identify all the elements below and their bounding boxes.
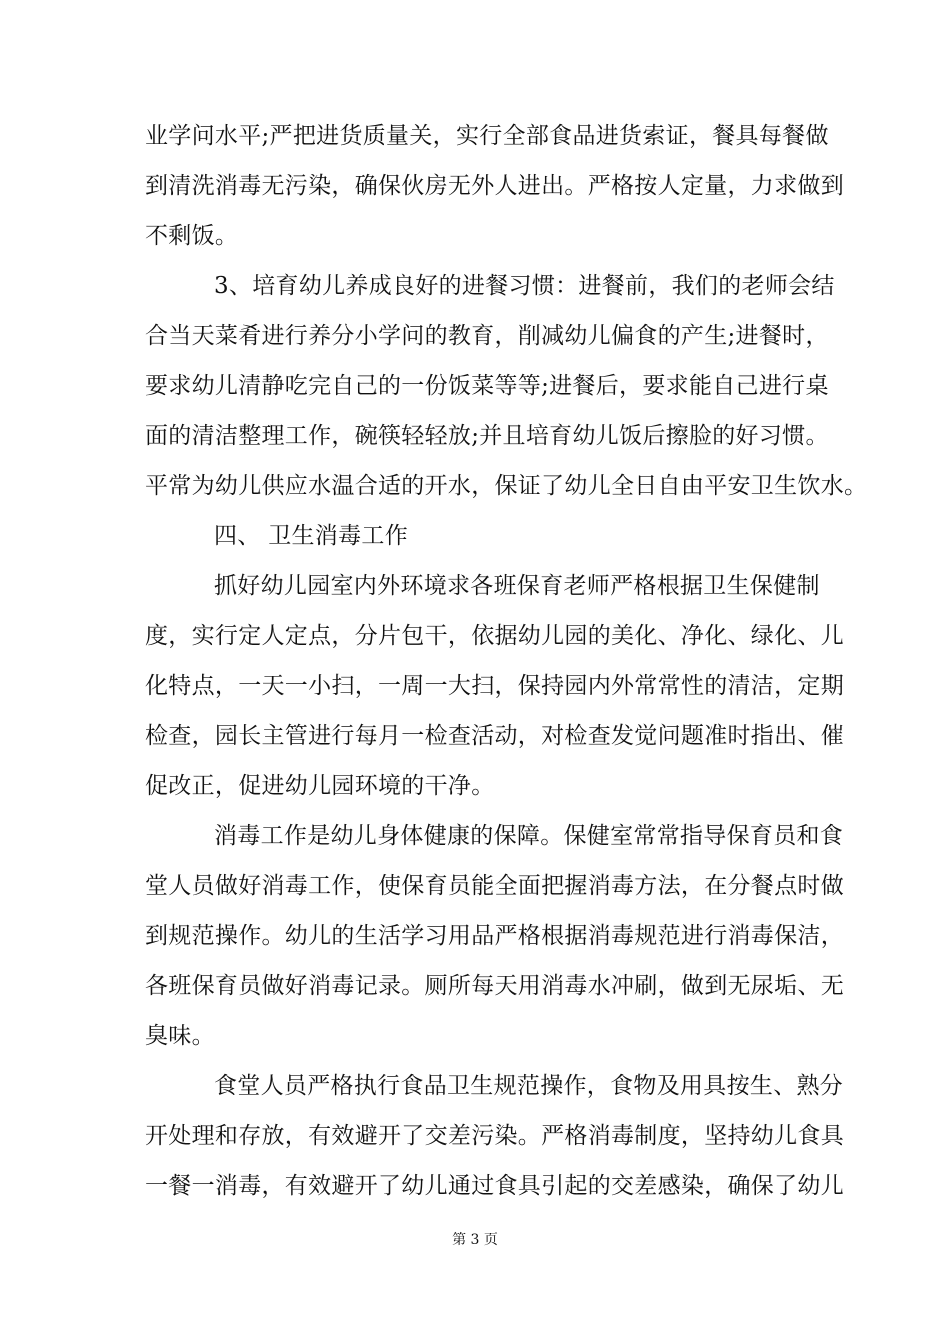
section-heading: 四、 卫生消毒工作 xyxy=(214,523,409,549)
text-line: 堂人员做好消毒工作，使保育员能全面把握消毒方法，在分餐点时做 xyxy=(145,873,844,899)
text-line: 度，实行定人定点，分片包干，依据幼儿园的美化、净化、绿化、儿 xyxy=(145,623,844,649)
text-line: 检查，园长主管进行每月一检查活动，对检查发觉问题准时指出、催 xyxy=(145,723,844,749)
text-line: 化特点，一天一小扫，一周一大扫，保持园内外常常性的清洁，定期 xyxy=(145,673,844,699)
text-line: 到清洗消毒无污染，确保伙房无外人进出。严格按人定量，力求做到 xyxy=(145,173,844,199)
text-line: 消毒工作是幼儿身体健康的保障。保健室常常指导保育员和食 xyxy=(214,823,844,849)
text-line: 不剩饭。 xyxy=(145,223,239,249)
text-line: 食堂人员严格执行食品卫生规范操作，食物及用具按生、熟分 xyxy=(214,1073,844,1099)
text-line: 臭味。 xyxy=(145,1023,215,1049)
text-line: 业学问水平;严把进货质量关，实行全部食品进货索证，餐具每餐做 xyxy=(145,123,829,149)
text-line: 抓好幼儿园室内外环境求各班保育老师严格根据卫生保健制 xyxy=(214,573,820,599)
text-line: 要求幼儿清静吃完自己的一份饭菜等等;进餐后，要求能自己进行桌 xyxy=(145,373,829,399)
text-line: 开处理和存放，有效避开了交差污染。严格消毒制度，坚持幼儿食具 xyxy=(145,1123,844,1149)
text-line: 平常为幼儿供应水温合适的开水，保证了幼儿全日自由平安卫生饮水。 xyxy=(145,473,868,499)
text-line: 到规范操作。幼儿的生活学习用品严格根据消毒规范进行消毒保洁， xyxy=(145,923,844,949)
page-number: 第 3 页 xyxy=(452,1232,498,1248)
text-line: 各班保育员做好消毒记录。厕所每天用消毒水冲刷，做到无尿垢、无 xyxy=(145,973,844,999)
text-line: 3、培育幼儿养成良好的进餐习惯：进餐前，我们的老师会结 xyxy=(214,273,835,299)
text-line: 面的清洁整理工作，碗筷轻轻放;并且培育幼儿饭后擦脸的好习惯。 xyxy=(145,423,829,449)
text-line: 合当天菜肴进行养分小学问的教育，削减幼儿偏食的产生;进餐时， xyxy=(145,323,829,349)
text-line: 促改正，促进幼儿园环境的干净。 xyxy=(145,773,495,799)
text-line: 一餐一消毒，有效避开了幼儿通过食具引起的交差感染，确保了幼儿 xyxy=(145,1173,844,1199)
